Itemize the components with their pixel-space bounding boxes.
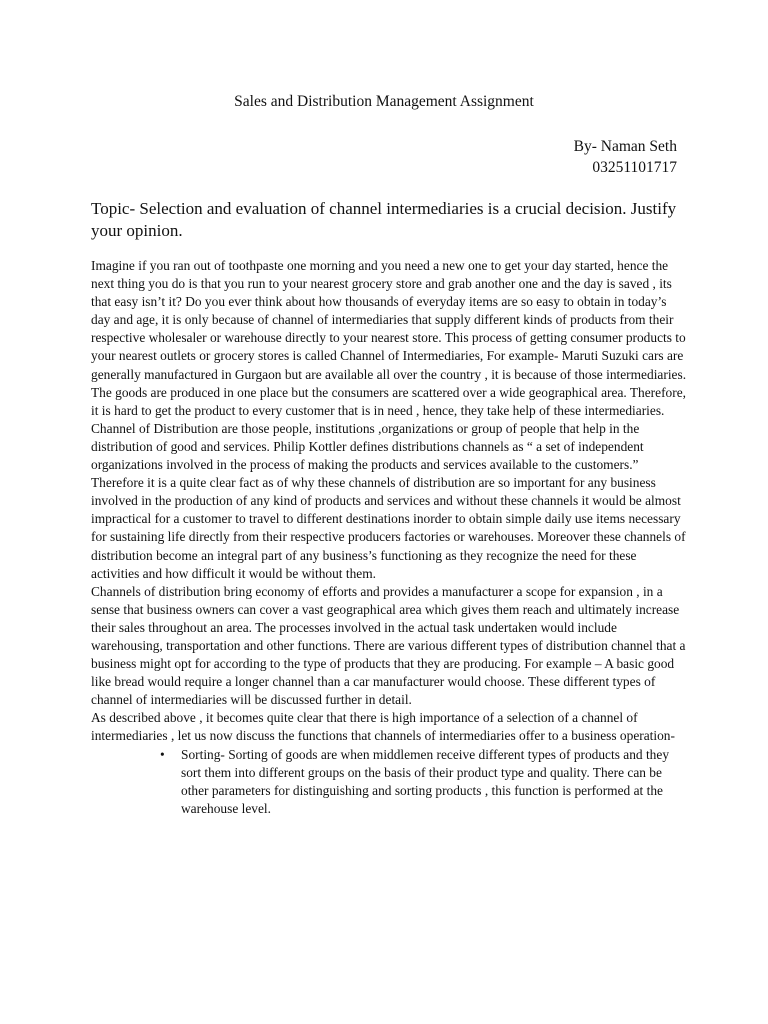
- body-paragraph: Channels of distribution bring economy of efforts and provides a manufacturer a scope for expansion , in a sense that business owners can cover a vast geographical area which gives them reach and ultimately increase their sales throughout an area. The processes involved in the actual task undertaken would include warehousing, transportation and other functions. There are various different types of distribution channel that a business might opt for according to the type of products that they are producing. For example – A basic good like bread would require a longer channel than a car manufacturer would choose. These different types of channel of intermediaries will be discussed further in detail.: [91, 583, 686, 708]
- author-name: By- Naman Seth: [573, 138, 677, 155]
- author-block: [574, 136, 677, 178]
- list-item-text: Sorting- Sorting of goods are when middlemen receive different types of products and they sort them into different groups on the basis of their product type and quality. There can be other parameters for distinguishing and sorting products , this function is performed at the warehouse level.: [181, 746, 670, 816]
- document-title: Sales and Distribution Management Assignment: [234, 93, 534, 110]
- bullet-marker: •: [160, 746, 165, 762]
- body-paragraph: As described above , it becomes quite clear that there is high importance of a selection of a channel of intermediaries , let us now discuss the functions that channels of intermediaries offer to a business operation-: [91, 710, 675, 744]
- list-item: [160, 746, 687, 818]
- topic-heading: Topic- Selection and evaluation of channel intermediaries is a crucial decision. Justify your opinion.: [91, 199, 677, 240]
- document-body: [91, 257, 687, 818]
- student-id: 03251101717: [592, 159, 677, 176]
- functions-list: [160, 746, 687, 818]
- body-paragraph: Imagine if you ran out of toothpaste one morning and you need a new one to get your day started, hence the next thing you do is that you run to your nearest grocery store and grab another one and the day is saved , its that easy isn’t it? Do you ever think about how thousands of everyday items are so easy to obtain in today’s day and age, it is only because of channel of intermediaries that supply different kinds of products from their respective wholesaler or warehouse directly to your nearest store. This process of getting consumer products to your nearest outlets or grocery stores is called Channel of Intermediaries, For example- Maruti Suzuki cars are generally manufactured in Gurgaon but are available all over the country , it is because of those intermediaries. The goods are produced in one place but the consumers are scattered over a wide geographical area. Therefore, it is hard to get the product to every customer that is in need , hence, they take help of these intermediaries. Channel of Distribution are those people, institutions ,organizations or group of people that help in the distribution of good and services. Philip Kottler defines distributions channels as “ a set of independent organizations involved in the process of making the products and services available to the customers.”: [91, 258, 687, 473]
- body-paragraph: Therefore it is a quite clear fact as of why these channels of distribution are so important for any business involved in the production of any kind of products and services and without these channels it would be almost impractical for a customer to travel to different destinations inorder to obtain simple daily use items necessary for sustaining life directly from their respective producers factories or warehouses. Moreover these channels of distribution become an integral part of any business’s functioning as they recognize the need for these activities and how difficult it would be without them.: [91, 475, 686, 581]
